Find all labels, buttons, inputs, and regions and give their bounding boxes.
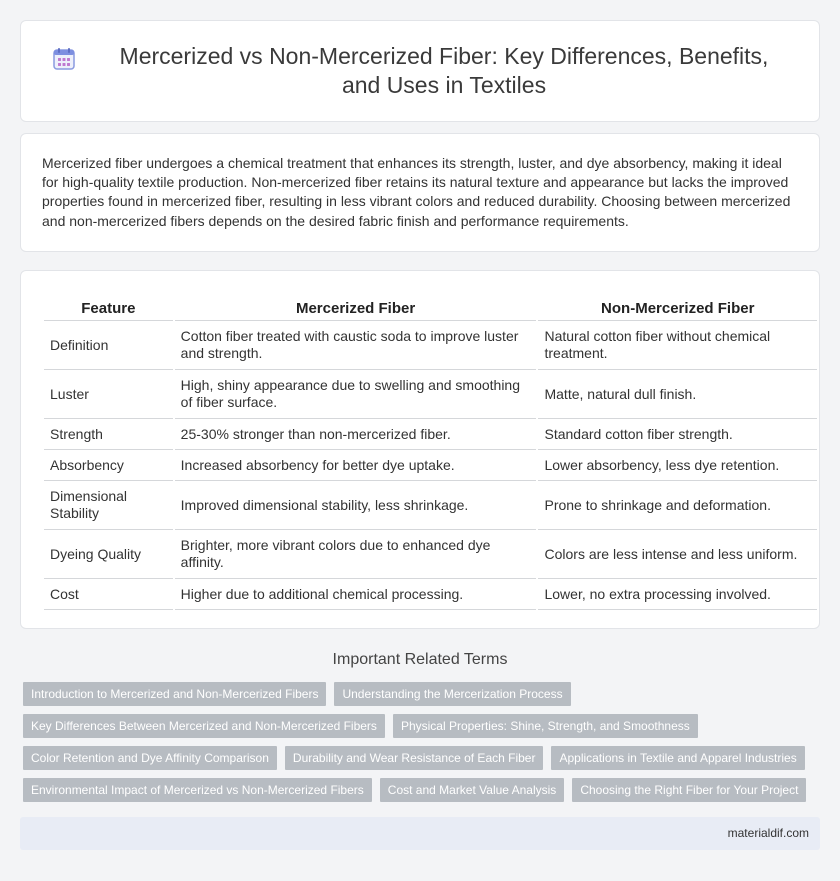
non-mercerized-cell: Lower, no extra processing involved. xyxy=(538,579,817,610)
header-mercerized: Mercerized Fiber xyxy=(175,295,537,321)
related-tag[interactable]: Understanding the Mercerization Process xyxy=(334,682,570,706)
header-feature: Feature xyxy=(44,295,173,321)
related-tags-row xyxy=(23,714,698,738)
related-tag[interactable]: Key Differences Between Mercerized and Non-Mercerized Fibers xyxy=(23,714,385,738)
feature-cell: Absorbency xyxy=(44,450,173,481)
related-tag[interactable]: Cost and Market Value Analysis xyxy=(380,778,565,802)
mercerized-cell: Higher due to additional chemical processing. xyxy=(175,579,537,610)
related-tag[interactable]: Durability and Wear Resistance of Each Fiber xyxy=(285,746,544,770)
non-mercerized-cell: Standard cotton fiber strength. xyxy=(538,419,817,450)
related-terms-title: Important Related Terms xyxy=(332,651,508,668)
feature-cell: Strength xyxy=(44,419,173,450)
table-row xyxy=(44,321,817,370)
mercerized-cell: Increased absorbency for better dye uptake. xyxy=(175,450,537,481)
related-tags-row xyxy=(23,682,571,706)
intro-card xyxy=(20,133,820,252)
table-row xyxy=(44,579,817,610)
table-row xyxy=(44,370,817,419)
header-non-mercerized: Non-Mercerized Fiber xyxy=(538,295,817,321)
related-tags-row xyxy=(23,778,806,802)
feature-cell: Definition xyxy=(44,321,173,370)
footer-site[interactable]: materialdif.com xyxy=(727,826,809,840)
calendar-icon xyxy=(51,46,77,72)
feature-cell: Luster xyxy=(44,370,173,419)
table-row xyxy=(44,530,817,579)
header xyxy=(21,21,819,121)
mercerized-cell: Improved dimensional stability, less shrinkage. xyxy=(175,481,537,530)
footer xyxy=(20,817,820,850)
intro-text: Mercerized fiber undergoes a chemical treatment that enhances its strength, luster, and dye absorbency, making it ideal for high-quality textile production. Non-mercerized fiber retains its natural texture and appearance but lacks the improved properties found in mercerized fiber, resulting in less vibrant colors and reduced durability. Choosing between mercerized and non-mercerized fibers depends on the desired fabric finish and performance requirements. xyxy=(42,155,791,229)
table-header-row xyxy=(44,295,817,321)
related-tag[interactable]: Applications in Textile and Apparel Industries xyxy=(551,746,804,770)
related-tags-row xyxy=(23,746,805,770)
mercerized-cell: Brighter, more vibrant colors due to enhanced dye affinity. xyxy=(175,530,537,579)
related-tag[interactable]: Physical Properties: Shine, Strength, and Smoothness xyxy=(393,714,698,738)
table-row xyxy=(44,481,817,530)
non-mercerized-cell: Matte, natural dull finish. xyxy=(538,370,817,419)
table-row xyxy=(44,450,817,481)
related-tag[interactable]: Introduction to Mercerized and Non-Mercerized Fibers xyxy=(23,682,326,706)
header-card xyxy=(20,20,820,122)
feature-cell: Dimensional Stability xyxy=(44,481,173,530)
mercerized-cell: High, shiny appearance due to swelling and smoothing of fiber surface. xyxy=(175,370,537,419)
feature-cell: Cost xyxy=(44,579,173,610)
related-tag[interactable]: Choosing the Right Fiber for Your Project xyxy=(572,778,806,802)
table-row xyxy=(44,419,817,450)
mercerized-cell: 25-30% stronger than non-mercerized fiber. xyxy=(175,419,537,450)
mercerized-cell: Cotton fiber treated with caustic soda to improve luster and strength. xyxy=(175,321,537,370)
non-mercerized-cell: Natural cotton fiber without chemical treatment. xyxy=(538,321,817,370)
non-mercerized-cell: Prone to shrinkage and deformation. xyxy=(538,481,817,530)
related-tag[interactable]: Environmental Impact of Mercerized vs Non-Mercerized Fibers xyxy=(23,778,372,802)
comparison-table xyxy=(42,295,819,610)
feature-cell: Dyeing Quality xyxy=(44,530,173,579)
comparison-card xyxy=(20,270,820,629)
page-title: Mercerized vs Non-Mercerized Fiber: Key Differences, Benefits, and Uses in Textiles xyxy=(119,43,769,98)
non-mercerized-cell: Lower absorbency, less dye retention. xyxy=(538,450,817,481)
non-mercerized-cell: Colors are less intense and less uniform. xyxy=(538,530,817,579)
related-tag[interactable]: Color Retention and Dye Affinity Comparison xyxy=(23,746,277,770)
